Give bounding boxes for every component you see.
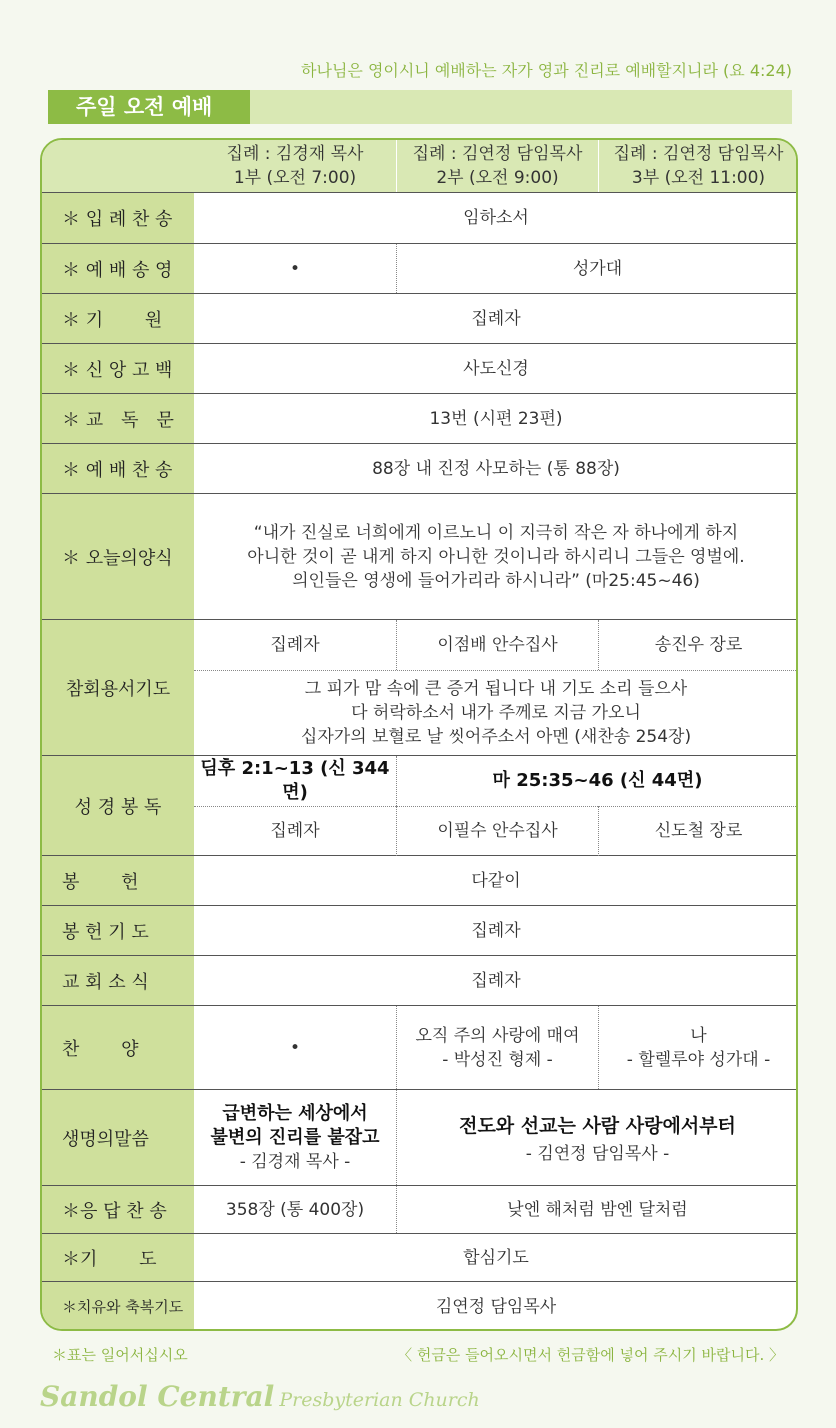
brand-sub: Presbyterian Church [279,1389,480,1411]
service-1-time: 1부 (오전 7:00) [233,168,357,188]
row-church-news [42,956,798,1006]
row-label: 참회용서기도 [42,620,194,755]
row-label: 성 경 봉 독 [42,756,194,855]
row-value-rest: 성가대 [396,244,798,293]
row-value: 임하소서 [463,208,529,228]
service-3-time: 3부 (오전 11:00) [631,168,766,188]
service-2-time: 2부 (오전 9:00) [436,168,559,188]
row-label: ＊ 신 앙 고 백 [42,344,194,393]
row-healing-prayer [42,1282,798,1331]
row-anthem [42,244,798,294]
scripture-verse: 하나님은 영이시니 예배하는 자가 영과 진리로 예배할지니라 (요 4:24) [301,61,792,80]
row-value: 13번 (시편 23편) [429,408,563,429]
scripture-rest: 마 25:35~46 (신 44면) [396,756,798,806]
sermon-title: 급변하는 세상에서 [222,1102,368,1124]
bread-line: “내가 진실로 너희에게 이르노니 이 지극히 작은 자 하나에게 하지 [253,522,739,543]
row-label: ＊ 교 독 문 [42,394,194,443]
scripture-person: 집례자 [270,821,320,841]
row-value: 집례자 [471,920,521,941]
confession-line: 십자가의 보혈로 날 씻어주소서 아멘 (새찬송 254장) [300,727,692,747]
standing-note: ＊표는 일어서십시오 [52,1346,188,1364]
header-row [42,140,798,192]
row-value: 88장 내 진정 사모하는 (통 88장) [372,458,620,479]
worship-order-table [40,138,798,1331]
scripture-person: 이필수 안수집사 [396,806,598,856]
row-value: 다같이 [471,870,521,891]
praise-second [396,1006,598,1089]
row-label: ＊ 입 례 찬 송 [42,193,194,243]
row-label: 교 회 소 식 [42,956,194,1005]
header-blank [42,140,194,192]
row-value: 집례자 [471,970,521,991]
response-first: 358장 (통 400장) [225,1199,365,1220]
praise-third [598,1006,798,1089]
scripture-first: 딤후 2:1~13 (신 344면) [200,758,390,803]
row-label: ＊기 도 [42,1234,194,1281]
service-1-leader: 집례 : 김경재 목사 [226,144,364,164]
scripture-person: 신도철 장로 [598,806,798,856]
row-responsive-reading [42,394,798,444]
row-confession [42,620,798,756]
sermon-title: 불변의 진리를 붙잡고 [210,1126,380,1148]
sermon-title: 전도와 선교는 사람 사랑에서부터 [459,1114,736,1137]
row-label: 봉 헌 [42,856,194,905]
row-today-bread [42,494,798,620]
confession-line: 그 피가 맘 속에 큰 증거 됩니다 내 기도 소리 들으사 [304,679,688,699]
row-label: ＊ 예 배 찬 송 [42,444,194,493]
service-1-header [194,140,396,192]
row-offering [42,856,798,906]
row-entrance-hymn [42,192,798,244]
service-3-header [598,140,798,192]
row-value-first: • [289,258,301,279]
row-value: 집례자 [471,308,521,329]
row-label: ＊응 답 찬 송 [42,1186,194,1233]
row-sermon [42,1090,798,1186]
confession-line: 다 허락하소서 내가 주께로 지금 가오니 [351,703,641,723]
row-label: ＊ 예 배 송 영 [42,244,194,293]
row-worship-hymn [42,444,798,494]
row-value: 사도신경 [463,358,529,379]
row-value: 김연정 담임목사 [435,1296,557,1317]
service-2-leader: 집례 : 김연정 담임목사 [412,144,583,164]
row-value [194,494,798,619]
praise-title: 나 [690,1025,707,1046]
row-label: ＊ 오늘의양식 [42,494,194,619]
row-label: 생명의말씀 [42,1090,194,1185]
confession-text [194,670,798,756]
row-label: 찬 양 [42,1006,194,1089]
row-offering-prayer [42,906,798,956]
service-2-header [396,140,598,192]
brand-main: Sandol Central [40,1380,275,1413]
sermon-rest [396,1090,798,1185]
praise-first: • [289,1037,301,1058]
section-title: 주일 오전 예배 [48,90,250,124]
row-scripture [42,756,798,856]
row-response-hymn [42,1186,798,1234]
confession-person: 집례자 [270,635,320,655]
confession-person: 송진우 장로 [598,620,798,670]
row-value: 합심기도 [463,1247,529,1268]
bread-line: 의인들은 영생에 들어가리라 하시니라” (마25:45~46) [292,570,700,591]
sermon-first [194,1090,396,1185]
praise-performer: - 할렐루야 성가대 - [626,1049,771,1070]
response-rest: 낮엔 해처럼 밤엔 달처럼 [396,1186,798,1233]
bread-line: 아니한 것이 곧 내게 하지 아니한 것이니라 하시리니 그들은 영벌에. [247,546,745,567]
praise-performer: - 박성진 형제 - [442,1049,553,1070]
sermon-preacher: - 김경재 목사 - [239,1151,351,1172]
row-prayer [42,1234,798,1282]
praise-title: 오직 주의 사랑에 매여 [415,1025,580,1046]
row-label: ＊ 기 원 [42,294,194,343]
sermon-preacher: - 김연정 담임목사 - [525,1143,670,1164]
church-brand [40,1380,480,1413]
row-creed [42,344,798,394]
offering-note: 〈 헌금은 들어오시면서 헌금함에 넣어 주시기 바랍니다. 〉 [397,1346,784,1364]
row-label: 봉 헌 기 도 [42,906,194,955]
row-praise [42,1006,798,1090]
service-3-leader: 집례 : 김연정 담임목사 [613,144,784,164]
row-invocation [42,294,798,344]
row-label: ＊치유와 축복기도 [42,1282,194,1331]
confession-person: 이점배 안수집사 [396,620,598,670]
